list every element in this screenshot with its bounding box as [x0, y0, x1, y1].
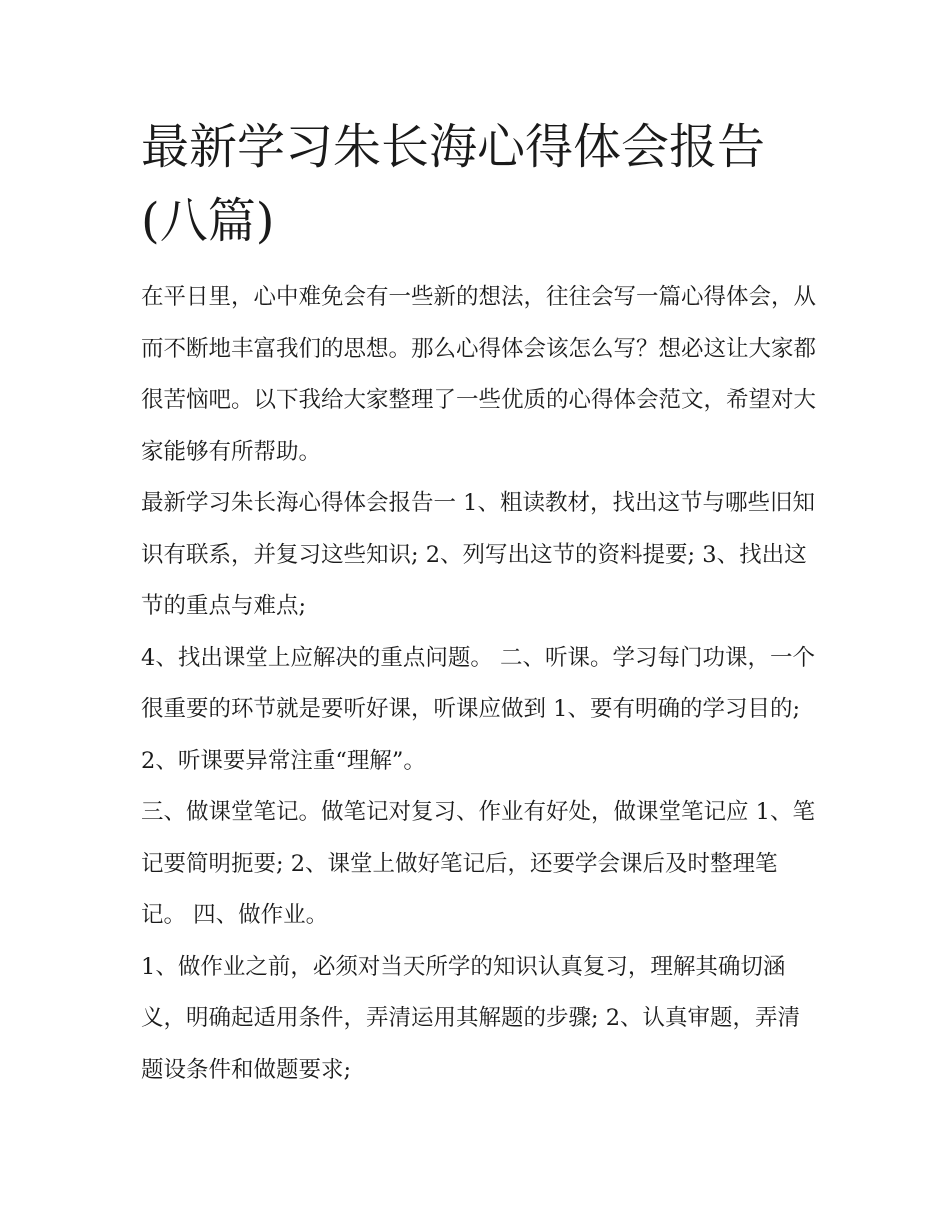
paragraph-notes: 三、做课堂笔记。做笔记对复习、作业有好处，做课堂笔记应 1、笔记要简明扼要; 2、课堂上做好笔记后，还要学会课后及时整理笔记。 四、做作业。 — [141, 799, 815, 928]
paragraph-listening: 4、找出课堂上应解决的重点问题。 二、听课。学习每门功课，一个很重要的环节就是要听好课，听课应做到 1、要有明确的学习目的; 2、听课要异常注重“理解”。 — [141, 644, 815, 774]
paragraph-intro: 在平日里，心中难免会有一些新的想法，往往会写一篇心得体会，从而不断地丰富我们的思想。那么心得体会该怎么写？想必这让大家都很苦恼吧。以下我给大家整理了一些优质的心得体会范文，希望对大家能够有所帮助。 — [141, 284, 817, 465]
paragraph-homework: 1、做作业之前，必须对当天所学的知识认真复习，理解其确切涵义，明确起适用条件，弄清运用其解题的步骤; 2、认真审题，弄清题设条件和做题要求; — [141, 953, 801, 1083]
document-page — [141, 110, 817, 1096]
paragraph-preview: 最新学习朱长海心得体会报告一 1、粗读教材，找出这节与哪些旧知识有联系，并复习这些知识; 2、列写出这节的资料提要; 3、找出这节的重点与难点; — [141, 490, 815, 619]
document-title: 最新学习朱长海心得体会报告(八篇) — [141, 119, 766, 249]
